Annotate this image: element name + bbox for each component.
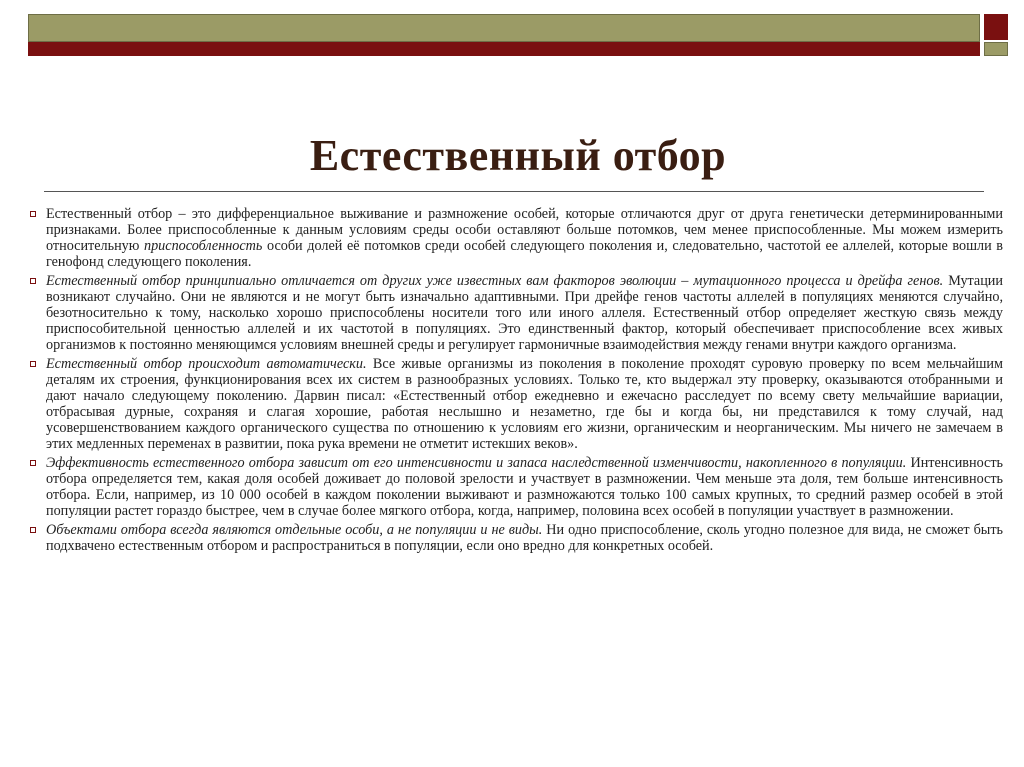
header-bar-olive (28, 14, 980, 42)
italic-term: приспособленность (143, 238, 263, 254)
header-square-olive (984, 42, 1008, 56)
bullet-text (46, 356, 1003, 452)
text-run: Все живые организмы из поколения в поколение проходят суровую проверку по всем мельчайшим деталям их строения, функционирования всех их систем в разнообразных условиях. Только те, кто выдержал эту проверку, оказываются отобранными и дают начало следующему поколению. Дарвин писал: «Естественный отбор ежедневно и ежечасно расследует по всему свету мельчайшие вариации, отбрасывая дурные, сохраняя и слагая хорошие, работая неслышно и незаметно, где бы и когда бы, ни представился к тому случай, над усовершенствованием каждого органического существа по отношению к условиям его жизни, органическим и неорганическим. Мы ничего не замечаем в этих медленных переменах в развитии, пока рука времени не отметит истекших веков». (46, 356, 1003, 452)
bullet-list (28, 206, 1003, 557)
hollow-square-icon (28, 455, 46, 471)
text-run: особи долей её потомков среди особей следующего поколения и, следовательно, частотой ее аллелей, которые вошли в генофонд следующего поколения. (46, 238, 1003, 270)
text-run: Ни одно приспособление, сколь угодно полезное для вида, не сможет быть подхвачено естественным отбором и распространиться в популяции, если оно вредно для конкретных особей. (46, 522, 1003, 554)
text-run: Естественный отбор – это дифференциальное выживание и размножение особей, которые отличаются друг от друга генетически детерминированными признаками. Более приспособленные к данным условиям среды особи оставляют больше потомков, чем менее приспособленные. Мы можем измерить относительную (46, 206, 1003, 254)
text-run: Интенсивность отбора определяется тем, какая доля особей доживает до половой зрелости и участвует в размножении. Чем меньше эта доля, тем больше интенсивность отбора. Если, например, из 10 000 особей в каждом поколении выживают и размножаются только 100 самых крупных, то средний размер особей в этой популяции растет гораздо быстрее, чем в случае более мягкого отбора, когда, например, половина всех особей в популяции участвует в размножении. (46, 455, 1003, 519)
italic-lead: Объектами отбора всегда являются отдельные особи, а не популяции и не виды. (46, 522, 543, 538)
italic-lead: Естественный отбор принципиально отличается от других уже известных вам факторов эволюции – мутационного процесса и дрейфа генов. (46, 273, 944, 289)
header-bar-maroon (28, 42, 980, 56)
italic-lead: Эффективность естественного отбора зависит от его интенсивности и запаса наследственной изменчивости, накопленного в популяции. (46, 455, 907, 471)
hollow-square-icon (28, 522, 46, 538)
bullet-text (46, 455, 1003, 519)
bullet-text (46, 206, 1003, 270)
bullet-item-4 (28, 455, 1003, 519)
italic-lead: Естественный отбор происходит автоматически. (46, 356, 367, 372)
bullet-item-3 (28, 356, 1003, 452)
text-run: Мутации возникают случайно. Они не являются и не могут быть изначально адаптивными. При дрейфе генов частоты аллелей в популяциях меняются случайно, безотносительно к тому, насколько хорошо приспособлены носители того или иного аллеля. Естественный отбор определяет жесткую связь между приспособительной ценностью аллелей и их частотой в популяциях. Это единственный фактор, который обеспечивает приспособление всех живых организмов к постоянно меняющимся условиям внешней среды и регулирует гармоничные взаимодействия между генами внутри каждого организма. (46, 273, 1003, 353)
slide-title: Естественный отбор (309, 131, 727, 180)
hollow-square-icon (28, 356, 46, 372)
bullet-text (46, 522, 1003, 554)
bullet-item-5 (28, 522, 1003, 554)
bullet-item-1 (28, 206, 1003, 270)
header-square-maroon (984, 14, 1008, 40)
bullet-text (46, 273, 1003, 353)
title-divider (44, 191, 984, 192)
bullet-item-2 (28, 273, 1003, 353)
hollow-square-icon (28, 273, 46, 289)
hollow-square-icon (28, 206, 46, 222)
